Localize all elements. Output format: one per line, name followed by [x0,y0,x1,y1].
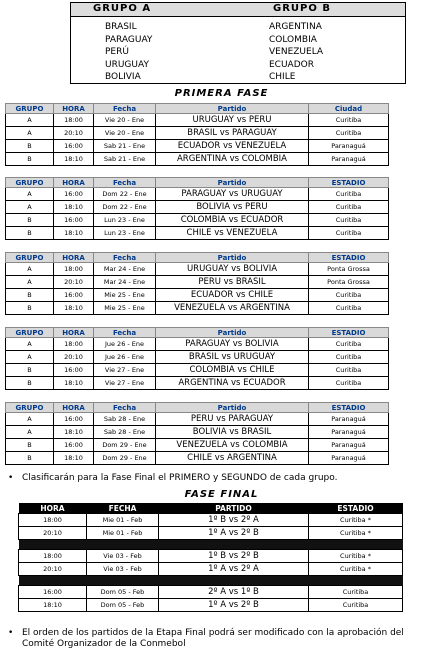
final-match-row [19,550,403,563]
final-match-row [19,563,403,576]
match-row [6,263,389,276]
final-match-row [19,514,403,527]
match-teams: BRASIL vs URUGUAY [156,351,309,364]
match-venue: Curitiba [309,377,389,390]
match-group: B [6,227,54,240]
match-row [6,452,389,465]
match-time: 16:00 [54,214,94,227]
match-date: Sab 28 - Ene [94,426,156,439]
match-group: B [6,140,54,153]
match-venue: Curitiba [309,364,389,377]
final-time: 16:00 [19,586,87,599]
match-venue: Ponta Grossa [309,263,389,276]
col-fecha: Fecha [94,104,156,114]
group-a-list [105,21,152,84]
final-col-hora: HORA [19,503,87,514]
match-row [6,426,389,439]
col-grupo: GRUPO [6,328,54,338]
match-row [6,289,389,302]
match-venue: Curitiba [309,114,389,127]
match-date: Dom 22 - Ene [94,188,156,201]
match-time: 18:00 [54,114,94,127]
match-date: Mie 25 - Ene [94,302,156,315]
final-time: 20:10 [19,527,87,540]
final-teams: 2º A vs 1º B [159,586,309,599]
final-col-fecha: FECHA [87,503,159,514]
match-group: A [6,201,54,214]
match-time: 18:10 [54,302,94,315]
match-time: 20:10 [54,276,94,289]
match-date: Jue 26 - Ene [94,351,156,364]
note-final-order-line2: Comité Organizador de la Conmebol [22,639,186,649]
match-teams: VENEZUELA vs COLOMBIA [156,439,309,452]
col-fecha: Fecha [94,178,156,188]
match-date: Vie 27 - Ene [94,364,156,377]
col-hora: HORA [54,403,94,413]
note-final-order-line1: El orden de los partidos de la Etapa Final podrá ser modificado con la aprobación del [22,628,404,638]
final-teams: 1º B vs 2º B [159,550,309,563]
match-venue: Curitiba [309,188,389,201]
round-header-row [6,328,389,338]
match-group: A [6,127,54,140]
group-a-team: BOLIVIA [105,72,141,82]
match-row [6,364,389,377]
col-partido: Partido [156,178,309,188]
match-venue: Paranaguá [309,426,389,439]
match-time: 18:10 [54,452,94,465]
match-date: Lun 23 - Ene [94,227,156,240]
match-date: Jue 26 - Ene [94,338,156,351]
match-teams: URUGUAY vs BOLIVIA [156,263,309,276]
col-grupo: GRUPO [6,178,54,188]
match-time: 18:10 [54,426,94,439]
match-time: 20:10 [54,127,94,140]
match-row [6,214,389,227]
match-teams: BRASIL vs PARAGUAY [156,127,309,140]
final-venue: Curitiba * [309,527,403,540]
match-date: Dom 22 - Ene [94,201,156,214]
match-teams: ARGENTINA vs ECUADOR [156,377,309,390]
col-partido: Partido [156,104,309,114]
match-time: 16:00 [54,364,94,377]
match-row [6,338,389,351]
final-separator-row [19,540,403,550]
match-time: 18:10 [54,227,94,240]
match-teams: PERU vs BRASIL [156,276,309,289]
col-fecha: Fecha [94,328,156,338]
match-row [6,276,389,289]
match-venue: Curitiba [309,201,389,214]
match-venue: Paranaguá [309,140,389,153]
match-group: A [6,188,54,201]
match-time: 18:00 [54,338,94,351]
final-date: Vie 03 - Feb [87,550,159,563]
match-date: Vie 20 - Ene [94,127,156,140]
match-venue: Curitiba [309,289,389,302]
match-venue: Curitiba [309,127,389,140]
match-time: 20:10 [54,351,94,364]
group-b-team: CHILE [269,72,296,82]
final-phase-table [18,503,403,612]
round-header-row [6,253,389,263]
final-col-partido: PARTIDO [159,503,309,514]
col-hora: HORA [54,104,94,114]
col-hora: HORA [54,328,94,338]
match-time: 16:00 [54,188,94,201]
match-date: Mie 25 - Ene [94,289,156,302]
match-teams: ARGENTINA vs COLOMBIA [156,153,309,166]
match-row [6,188,389,201]
final-time: 18:00 [19,550,87,563]
bullet-dot: • [8,628,14,638]
bullet-dot: • [8,473,14,483]
final-date: Vie 03 - Feb [87,563,159,576]
final-date: Mie 01 - Feb [87,514,159,527]
col-venue: ESTADIO [309,328,389,338]
match-teams: CHILE vs ARGENTINA [156,452,309,465]
match-venue: Curitiba [309,227,389,240]
match-row [6,127,389,140]
final-venue: Curitiba [309,586,403,599]
match-group: B [6,452,54,465]
group-a-team: URUGUAY [105,59,149,70]
match-row [6,140,389,153]
match-row [6,377,389,390]
match-group: A [6,413,54,426]
match-group: B [6,153,54,166]
final-separator-row [19,576,403,586]
col-grupo: GRUPO [6,253,54,263]
match-group: B [6,439,54,452]
final-date: Dom 05 - Feb [87,586,159,599]
match-date: Sab 28 - Ene [94,413,156,426]
match-teams: COLOMBIA vs ECUADOR [156,214,309,227]
separator-cell [19,576,403,586]
group-b-list [269,21,323,84]
match-teams: BOLIVIA vs PERU [156,201,309,214]
match-date: Mar 24 - Ene [94,276,156,289]
match-group: A [6,114,54,127]
match-time: 16:00 [54,439,94,452]
col-venue: ESTADIO [309,253,389,263]
final-teams: 1º A vs 2º B [159,599,309,612]
match-venue: Paranaguá [309,452,389,465]
group-a-title: GRUPO A [93,3,152,14]
match-venue: Paranaguá [309,153,389,166]
col-venue: ESTADIO [309,403,389,413]
match-venue: Curitiba [309,302,389,315]
match-group: B [6,364,54,377]
final-col-estadio: ESTADIO [309,503,403,514]
match-teams: ECUADOR vs VENEZUELA [156,140,309,153]
match-teams: PERU vs PARAGUAY [156,413,309,426]
match-time: 16:00 [54,413,94,426]
final-match-row [19,586,403,599]
final-match-row [19,527,403,540]
match-teams: URUGUAY vs PERU [156,114,309,127]
col-partido: Partido [156,328,309,338]
match-row [6,201,389,214]
final-teams: 1º B vs 2º A [159,514,309,527]
col-hora: HORA [54,253,94,263]
col-fecha: Fecha [94,403,156,413]
round-table-5 [5,402,389,465]
col-venue: Ciudad [309,104,389,114]
group-b-team: COLOMBIA [269,34,317,45]
final-time: 20:10 [19,563,87,576]
group-b-team: ARGENTINA [269,22,322,32]
final-date: Mie 01 - Feb [87,527,159,540]
match-group: A [6,426,54,439]
col-venue: ESTADIO [309,178,389,188]
match-venue: Curitiba [309,214,389,227]
round-header-row [6,403,389,413]
match-row [6,227,389,240]
match-venue: Paranaguá [309,439,389,452]
round-header-row [6,104,389,114]
match-time: 18:10 [54,201,94,214]
final-venue: Curitiba * [309,514,403,527]
match-row [6,302,389,315]
match-group: A [6,351,54,364]
match-time: 16:00 [54,140,94,153]
match-group: A [6,276,54,289]
note-classification-text: Clasificarán para la Fase Final el PRIMERO y SEGUNDO de cada grupo. [22,473,338,483]
groups-box [70,2,406,84]
match-teams: CHILE vs VENEZUELA [156,227,309,240]
match-group: B [6,214,54,227]
match-date: Dom 29 - Ene [94,452,156,465]
match-time: 18:10 [54,153,94,166]
match-teams: PARAGUAY vs URUGUAY [156,188,309,201]
match-group: B [6,289,54,302]
match-teams: BOLIVIA vs BRASIL [156,426,309,439]
match-teams: PARAGUAY vs BOLIVIA [156,338,309,351]
match-date: Sab 21 - Ene [94,153,156,166]
match-date: Vie 27 - Ene [94,377,156,390]
final-venue: Curitiba * [309,550,403,563]
group-b-team: VENEZUELA [269,47,324,57]
final-match-row [19,599,403,612]
final-teams: 1º A vs 2º A [159,563,309,576]
match-teams: ECUADOR vs CHILE [156,289,309,302]
match-time: 18:10 [54,377,94,390]
match-venue: Paranaguá [309,413,389,426]
match-date: Sab 21 - Ene [94,140,156,153]
final-teams: 1º A vs 2º B [159,527,309,540]
match-venue: Ponta Grossa [309,276,389,289]
col-hora: HORA [54,178,94,188]
group-a-team: PARAGUAY [105,34,153,45]
match-teams: COLOMBIA vs CHILE [156,364,309,377]
match-row [6,351,389,364]
groups-header [71,3,405,17]
col-partido: Partido [156,253,309,263]
round-table-1 [5,103,389,166]
match-venue: Curitiba [309,338,389,351]
round-table-4 [5,327,389,390]
match-group: B [6,302,54,315]
match-time: 18:00 [54,263,94,276]
final-venue: Curitiba * [309,563,403,576]
final-header-row [19,503,403,514]
col-partido: Partido [156,403,309,413]
separator-cell [19,540,403,550]
final-time: 18:00 [19,514,87,527]
group-a-team: PERÚ [105,47,129,57]
match-date: Mar 24 - Ene [94,263,156,276]
round-header-row [6,178,389,188]
col-fecha: Fecha [94,253,156,263]
group-b-title: GRUPO B [273,3,331,14]
group-b-team: ECUADOR [269,59,314,70]
match-time: 16:00 [54,289,94,302]
match-row [6,114,389,127]
col-grupo: GRUPO [6,104,54,114]
match-venue: Curitiba [309,351,389,364]
match-row [6,153,389,166]
fase-final-title: FASE FINAL [184,489,259,500]
round-table-2 [5,177,389,240]
match-teams: VENEZUELA vs ARGENTINA [156,302,309,315]
match-row [6,413,389,426]
match-date: Lun 23 - Ene [94,214,156,227]
group-a-team: BRASIL [105,22,137,32]
match-group: B [6,377,54,390]
match-group: A [6,263,54,276]
final-date: Dom 05 - Feb [87,599,159,612]
final-venue: Curitiba [309,599,403,612]
round-table-3 [5,252,389,315]
col-grupo: GRUPO [6,403,54,413]
match-date: Dom 29 - Ene [94,439,156,452]
match-group: A [6,338,54,351]
match-date: Vie 20 - Ene [94,114,156,127]
final-time: 18:10 [19,599,87,612]
primera-fase-title: PRIMERA FASE [174,88,269,99]
match-row [6,439,389,452]
